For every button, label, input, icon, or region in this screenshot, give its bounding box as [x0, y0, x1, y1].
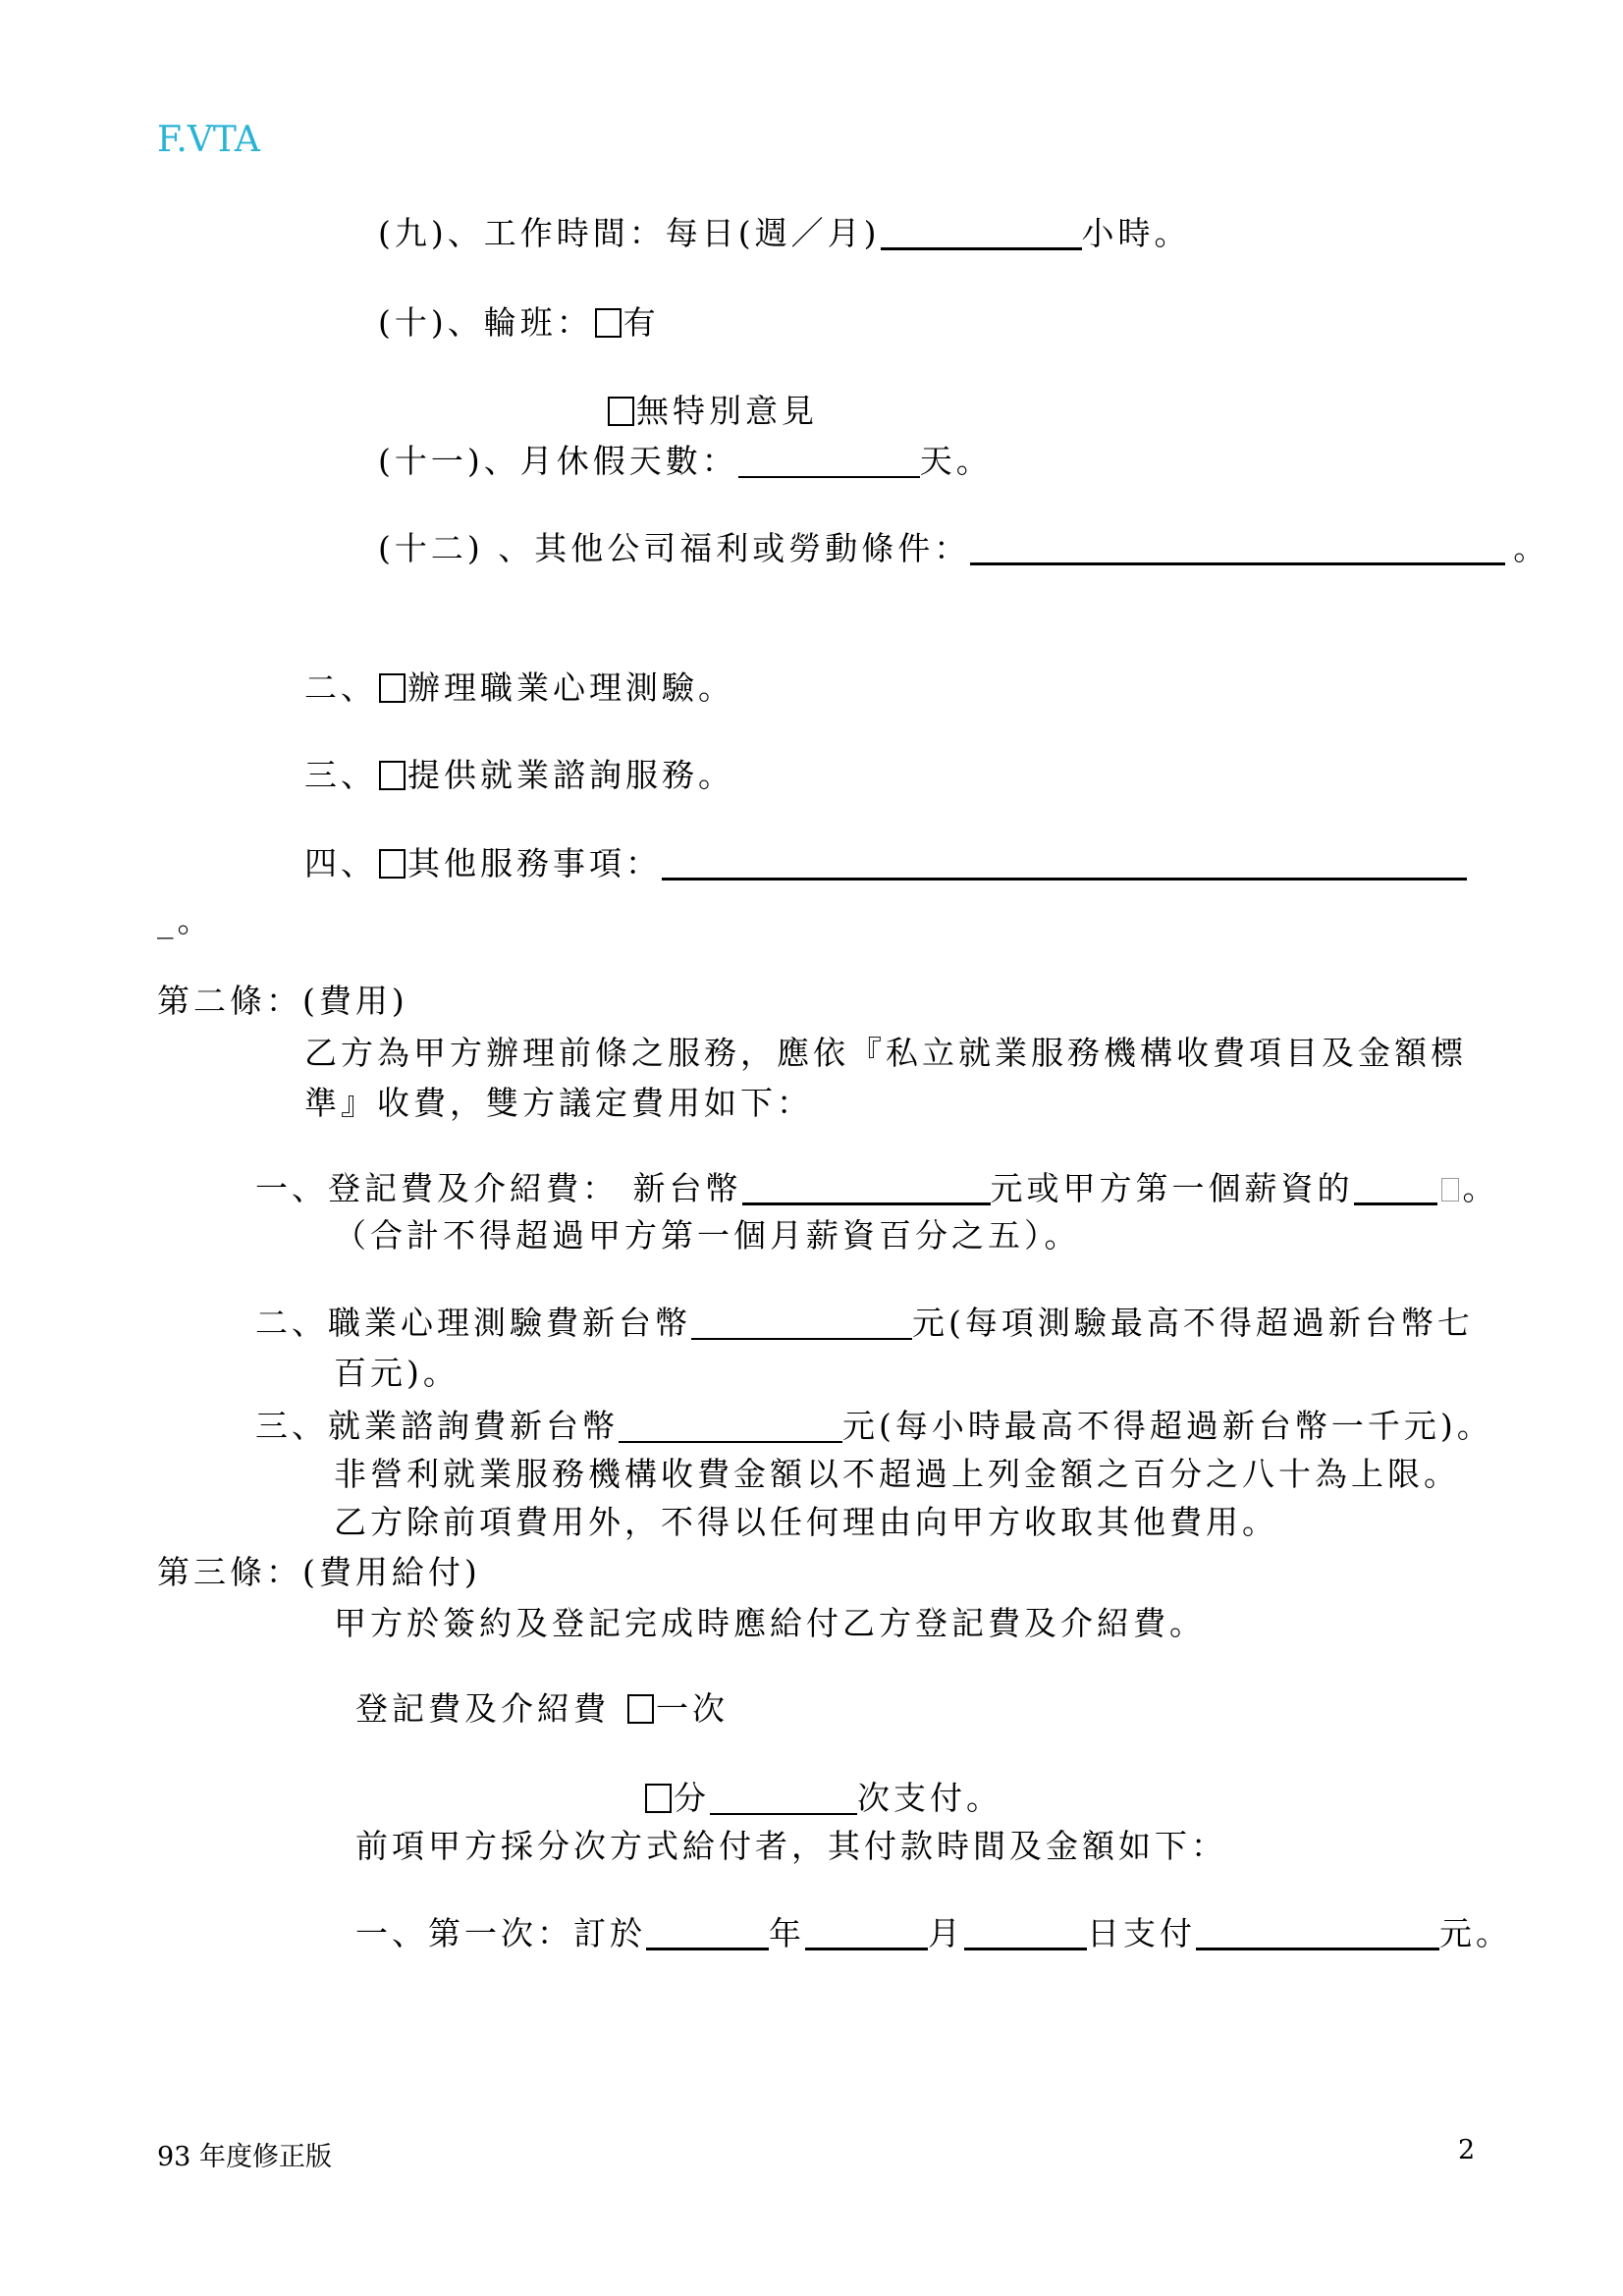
fee-1-end: 。	[1462, 1169, 1499, 1207]
service-4-checkbox[interactable]	[379, 849, 406, 879]
shift-none-label: 無特別意見	[636, 392, 818, 430]
fee-3-rest: 元(每小時最高不得超過新台幣一千元)。	[842, 1407, 1493, 1445]
service-4-number: 四、	[304, 844, 377, 882]
leave-days-line	[378, 442, 993, 481]
fee-1-middle: 元或甲方第一個薪資的	[990, 1169, 1354, 1207]
fee-3-amount-blank[interactable]	[619, 1410, 842, 1443]
article-3-paragraph-1: 甲方於簽約及登記完成時應給付乙方登記費及介紹費。	[334, 1604, 1206, 1642]
service-3-number: 三、	[304, 756, 377, 794]
installment-1-month-label: 月	[928, 1914, 964, 1952]
shift-line	[378, 303, 660, 343]
leave-days-suffix: 天。	[919, 442, 993, 480]
work-hours-line	[378, 214, 1191, 253]
installment-1-month-blank[interactable]	[805, 1916, 928, 1950]
work-hours-label: (九)、工作時間：每日(週／月)	[378, 214, 881, 252]
fee-1-amount-blank[interactable]	[742, 1171, 991, 1205]
service-2-number: 二、	[304, 668, 377, 707]
pay-split-suffix: 次支付。	[857, 1779, 1002, 1817]
no-other-fees-note: 乙方除前項費用外，不得以任何理由向甲方收取其他費用。	[334, 1503, 1278, 1541]
installment-1-line	[355, 1914, 1512, 1953]
pay-split-line	[643, 1779, 1002, 1818]
pay-split-checkbox[interactable]	[645, 1784, 672, 1813]
installment-1-day-label: 日支付	[1087, 1914, 1196, 1952]
payment-method-line	[355, 1689, 729, 1729]
service-2-line	[304, 668, 734, 708]
fee-1-note: （合計不得超過甲方第一個月薪資百分之五）。	[334, 1216, 1081, 1255]
article-3-heading: 第三條：(費用給付)	[157, 1553, 481, 1591]
service-4-line	[304, 844, 1467, 883]
service-2-text: 辦理職業心理測驗。	[407, 668, 734, 707]
fee-2-line	[255, 1304, 1474, 1343]
installment-1-amount-blank[interactable]	[1196, 1916, 1439, 1950]
work-hours-suffix: 小時。	[1081, 214, 1191, 252]
installment-1-yuan-label: 元。	[1439, 1914, 1512, 1952]
shift-yes-checkbox[interactable]	[595, 308, 622, 338]
article-2-heading: 第二條：(費用)	[157, 982, 408, 1020]
fee-2-amount-blank[interactable]	[691, 1307, 912, 1340]
pay-split-count-blank[interactable]	[710, 1782, 857, 1815]
fee-2-rest: 元(每項測驗最高不得超過新台幣七	[912, 1304, 1474, 1342]
pay-once-label: 一次	[656, 1689, 729, 1728]
service-4-tail: _。	[157, 901, 214, 939]
service-4-text: 其他服務事項：	[407, 844, 662, 882]
article-2-paragraph-line-1: 乙方為甲方辦理前條之服務，應依『私立就業服務機構收費項目及金額標	[304, 1034, 1467, 1072]
other-benefits-blank[interactable]	[970, 531, 1505, 565]
leave-days-label: (十一)、月休假天數：	[378, 442, 738, 480]
work-hours-blank[interactable]	[881, 216, 1082, 250]
pay-split-label: 分	[674, 1779, 710, 1817]
service-4-blank[interactable]	[662, 846, 1467, 881]
fee-1-ratio-blank[interactable]	[1354, 1171, 1437, 1205]
payment-method-label: 登記費及介紹費	[355, 1689, 610, 1728]
fee-3-line	[255, 1407, 1493, 1446]
fee-3-label: 三、就業諮詢費新台幣	[255, 1407, 619, 1445]
other-benefits-line	[378, 529, 1549, 568]
shift-label: (十)、輪班：	[378, 303, 593, 342]
other-benefits-label: (十二) 、其他公司福利或勞動條件：	[378, 529, 971, 567]
service-3-checkbox[interactable]	[379, 761, 406, 790]
brand-logo-text: F.VTA	[157, 120, 260, 160]
article-2-paragraph-line-2: 準』收費，雙方議定費用如下：	[304, 1084, 813, 1122]
service-2-checkbox[interactable]	[379, 673, 406, 703]
shift-none-line	[606, 392, 818, 431]
fee-2-label: 二、職業心理測驗費新台幣	[255, 1304, 691, 1342]
pay-once-checkbox[interactable]	[627, 1694, 654, 1724]
service-3-text: 提供就業諮詢服務。	[407, 756, 734, 794]
installment-1-label: 一、第一次：訂於	[355, 1914, 646, 1952]
shift-yes-label: 有	[622, 303, 660, 342]
installment-1-year-blank[interactable]	[646, 1916, 769, 1950]
installment-1-day-blank[interactable]	[964, 1916, 1087, 1950]
fee-2-continuation: 百元)。	[334, 1354, 460, 1392]
installment-1-year-label: 年	[769, 1914, 805, 1952]
leave-days-blank[interactable]	[738, 445, 920, 478]
missing-glyph-icon	[1441, 1178, 1459, 1201]
service-3-line	[304, 756, 734, 795]
nonprofit-limit-note: 非營利就業服務機構收費金額以不超過上列金額之百分之八十為上限。	[334, 1455, 1460, 1493]
fee-1-label: 一、登記費及介紹費： 新台幣	[255, 1169, 742, 1207]
other-benefits-suffix: 。	[1513, 529, 1550, 567]
shift-none-checkbox[interactable]	[608, 397, 634, 426]
page-number: 2	[1458, 2135, 1476, 2165]
footer-version: 93 年度修正版	[157, 2142, 332, 2172]
article-3-paragraph-2: 前項甲方採分次方式給付者，其付款時間及金額如下：	[355, 1827, 1227, 1865]
fee-1-line	[255, 1169, 1499, 1208]
